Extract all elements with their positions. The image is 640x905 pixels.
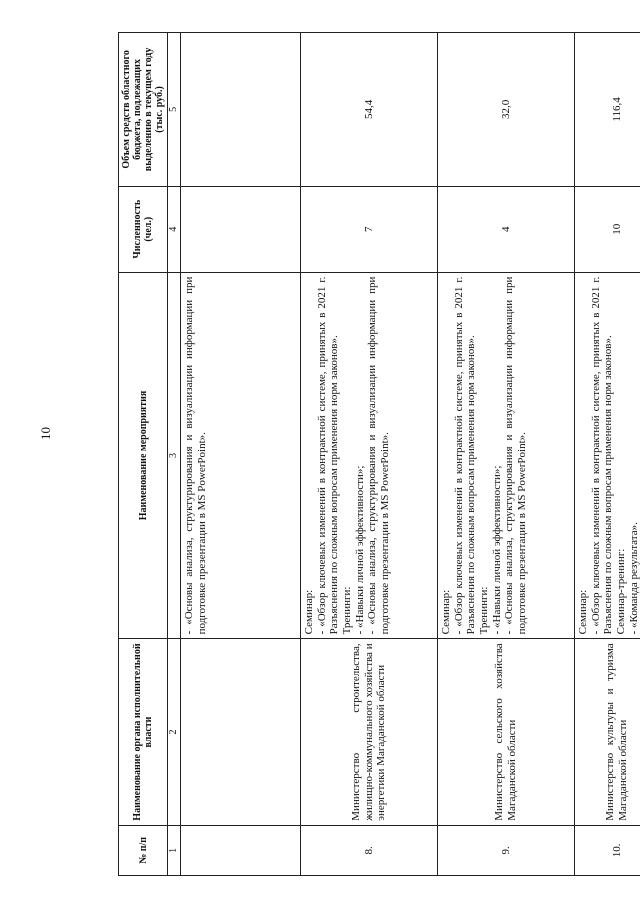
header-org: Наименование органа исполнительной власти	[119, 639, 168, 825]
row-org	[181, 639, 301, 825]
row-event	[575, 272, 640, 639]
header-num: № п/п	[119, 825, 168, 875]
row-count: 4	[438, 186, 575, 272]
row-count: 7	[301, 186, 438, 272]
row-org: Министерство культуры и туризма Магаданской области	[575, 639, 640, 825]
row-count	[181, 186, 301, 272]
event-line: - «Обзор ключевых изменений в контрактной системе, принятых в 2021 г. Разъяснения по сложным вопросам применения норм законов».	[452, 276, 478, 635]
event-line: Семинар-тренинг:	[614, 548, 627, 635]
row-budget	[181, 33, 301, 187]
header-event: Наименование мероприятия	[119, 272, 168, 639]
row-event	[438, 272, 575, 639]
row-budget: 32,0	[438, 33, 575, 187]
event-line: - «Команда результата».	[627, 522, 640, 635]
row-org: Министерство сельского хозяйства Магаданской области	[438, 639, 575, 825]
event-line: - «Основы анализа, структурирования и визуализации информации при подготовке презентации в MS PowerPoint».	[366, 276, 391, 635]
row-num: 8.	[301, 825, 438, 875]
table-row	[301, 33, 438, 876]
row-num: 10.	[575, 825, 640, 875]
event-line: Тренинги:	[477, 586, 490, 635]
row-num: 9.	[438, 825, 575, 875]
event-line: Семинар:	[303, 589, 315, 635]
row-budget: 116,4	[575, 33, 640, 187]
event-line: Семинар:	[577, 589, 589, 635]
column-number: 2	[168, 639, 181, 825]
column-number: 3	[168, 272, 181, 639]
column-number: 5	[168, 33, 181, 187]
event-line: - «Навыки личной эффективности»;	[490, 465, 503, 635]
row-org: Министерство строительства, жилищно-коммунального хозяйства и энергетики Магаданской области	[301, 639, 438, 825]
header-row	[119, 33, 168, 876]
row-num	[181, 825, 301, 875]
header-budget: Объем средств областного бюджета, подлежащих выделению в текущем году (тыс. руб.)	[119, 33, 168, 187]
row-budget: 54,4	[301, 33, 438, 187]
event-line: - «Основы анализа, структурирования и визуализации информации при подготовке презентации в MS PowerPoint».	[503, 276, 528, 635]
table-row	[438, 33, 575, 876]
event-line: - «Навыки личной эффективности»;	[353, 465, 366, 635]
table-row	[181, 33, 301, 876]
column-number-row	[168, 33, 181, 876]
table-row	[575, 33, 640, 876]
header-count: Численность (чел.)	[119, 186, 168, 272]
event-line: - «Обзор ключевых изменений в контрактной системе, принятых в 2021 г. Разъяснения по сложным вопросам применения норм законов».	[315, 276, 341, 635]
event-line: - «Обзор ключевых изменений в контрактной системе, принятых в 2021 г. Разъяснения по сложным вопросам применения норм законов».	[589, 276, 615, 635]
event-line: Семинар:	[440, 589, 452, 635]
event-line: Тренинги:	[340, 586, 353, 635]
column-number: 4	[168, 186, 181, 272]
events-table	[118, 32, 640, 876]
row-event	[181, 272, 301, 639]
event-line: - «Основы анализа, структурирования и визуализации информации при подготовке презентации в MS PowerPoint».	[183, 276, 208, 635]
row-event	[301, 272, 438, 639]
row-count: 10	[575, 186, 640, 272]
page-number: 10	[38, 427, 53, 440]
rotated-table-container	[118, 32, 640, 876]
column-number: 1	[168, 825, 181, 875]
